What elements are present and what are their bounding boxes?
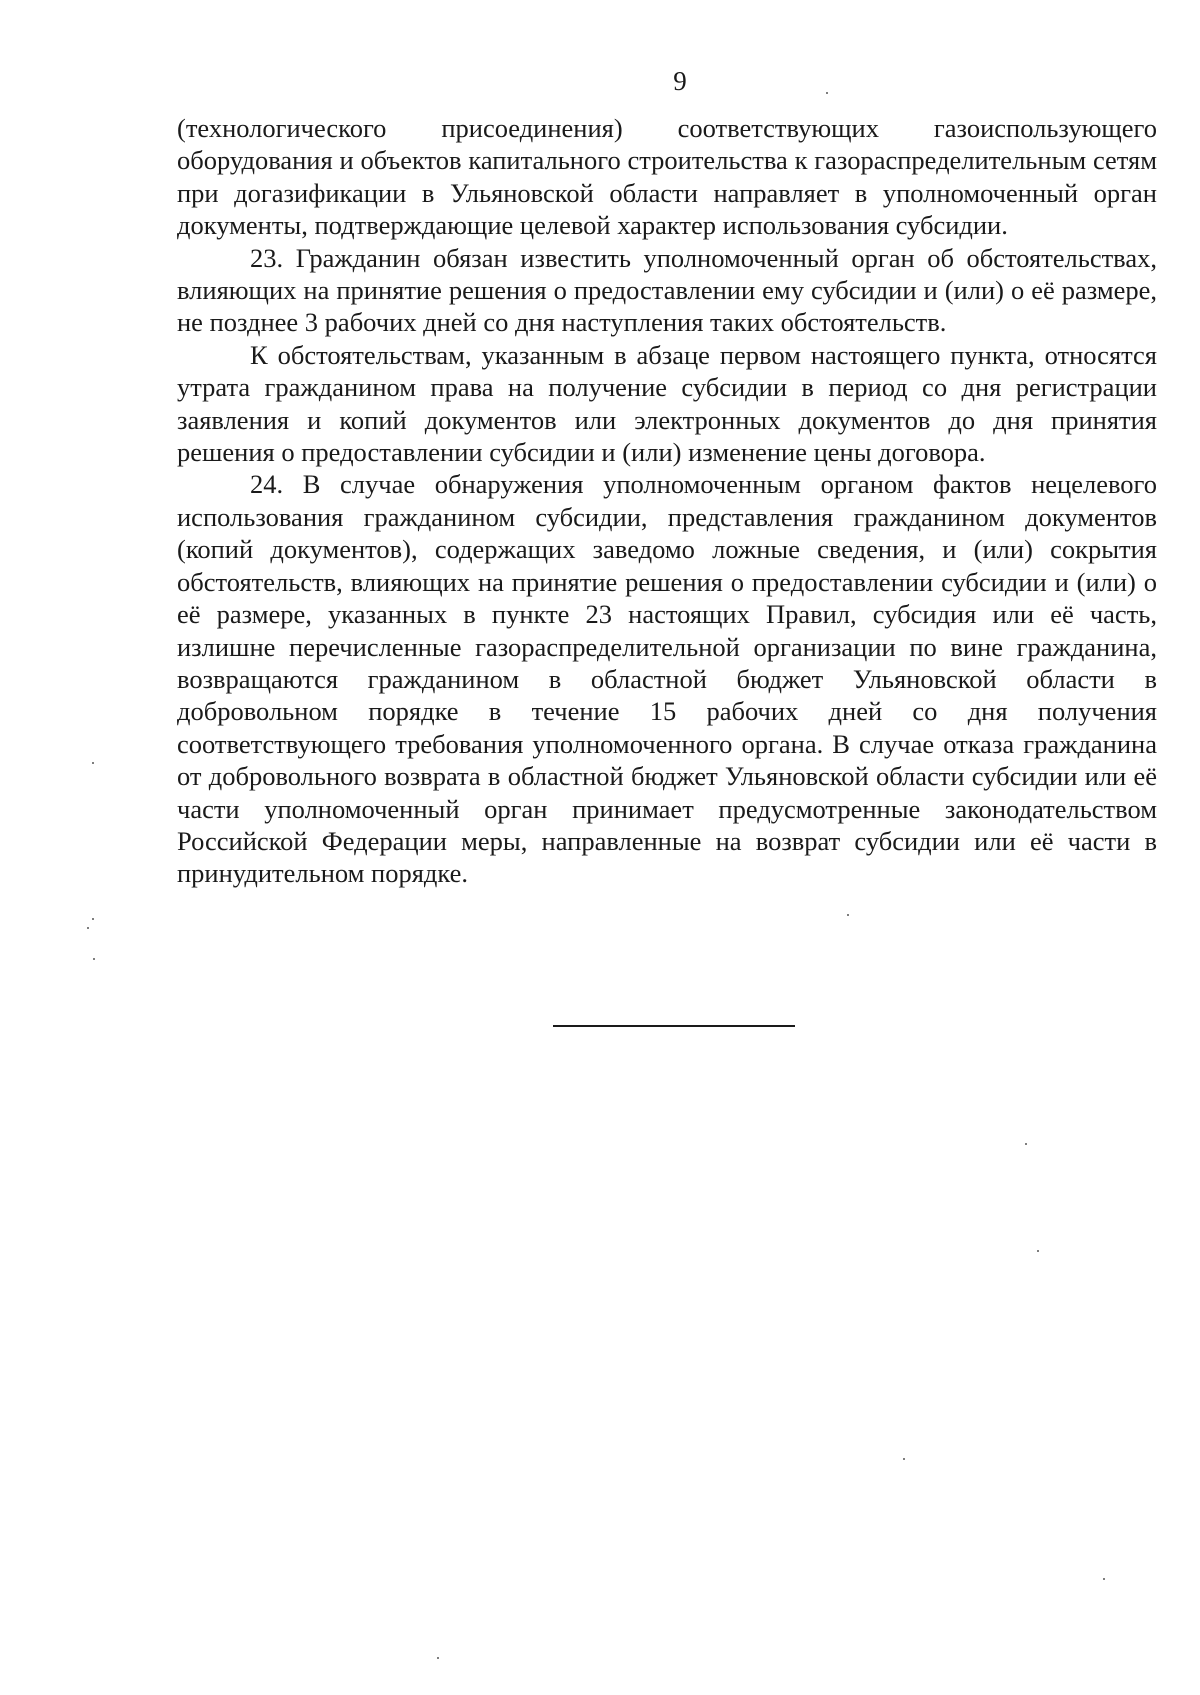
scan-speck: [1037, 1250, 1039, 1252]
scan-speck: [903, 1458, 905, 1460]
scan-speck: [92, 762, 94, 764]
scan-speck: [847, 914, 849, 916]
paragraph-continuation: (технологического присоединения) соответствующих газоиспользующего оборудования и объектов капитального строительства к газораспределительным сетям при догазификации в Ульяновской области направляет в уполномоченный орган документы, подтверждающие целевой характер использования субсидии.: [177, 113, 1157, 241]
paragraph-item-23: 23. Гражданин обязан известить уполномоченный орган об обстоятельствах, влияющих на принятие решения о предоставлении ему субсидии и (или) о её размере, не позднее 3 рабочих дней со дня наступления таких обстоятельств.: [177, 242, 1157, 338]
scan-speck: [437, 1657, 439, 1659]
scan-speck: [1025, 1143, 1027, 1145]
closing-separator-line: [553, 1025, 795, 1027]
scan-speck: [1103, 1578, 1105, 1580]
scan-speck: [93, 958, 95, 960]
paragraph-item-24: 24. В случае обнаружения уполномоченным органом фактов нецелевого использования гражданином субсидии, представления гражданином документов (копий документов), содержащих заведомо ложные сведения, и (или) сокрытия обстоятельств, влияющих на принятие решения о предоставлении субсидии и (или) о её размере, указанных в пункте 23 настоящих Правил, субсидия или её часть, излишне перечисленные газораспределительной организации по вине гражданина, возвращаются гражданином в областной бюджет Ульяновской области в добровольном порядке в течение 15 рабочих дней со дня получения соответствующего требования уполномоченного органа. В случае отказа гражданина от добровольного возврата в областной бюджет Ульяновской области субсидии или её части уполномоченный орган принимает предусмотренные законодательством Российской Федерации меры, направленные на возврат субсидии или её части в принудительном порядке.: [177, 469, 1157, 889]
scan-speck: [92, 918, 94, 920]
scan-speck: [87, 927, 89, 929]
paragraph-circumstances: К обстоятельствам, указанным в абзаце первом настоящего пункта, относятся утрата гражданином права на получение субсидии в период со дня регистрации заявления и копий документов или электронных документов до дня принятия решения о предоставлении субсидии и (или) изменение цены договора.: [177, 339, 1157, 468]
scan-speck: [826, 92, 828, 94]
document-body: [177, 112, 1157, 890]
page-number: 9: [673, 66, 687, 96]
